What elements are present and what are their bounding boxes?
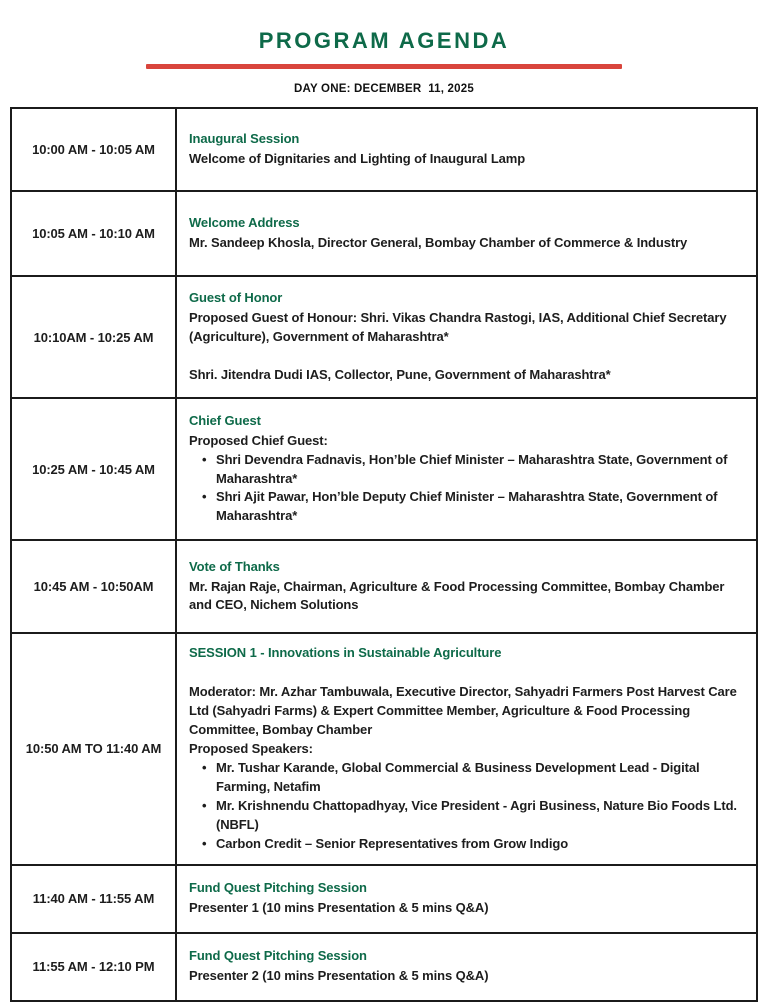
session-cell	[176, 276, 757, 398]
time-cell: 10:00 AM - 10:05 AM	[11, 108, 176, 191]
agenda-row	[11, 865, 757, 933]
speaker-item: • Shri Ajit Pawar, Hon’ble Deputy Chief Minister – Maharashtra State, Government of Maharashtra*	[202, 488, 748, 526]
session-text: Moderator: Mr. Azhar Tambuwala, Executive Director, Sahyadri Farmers Post Harvest Care Ltd (Sahyadri Farms) & Expert Committee Member, Agriculture & Food Processing Committee, Bombay Chamber	[189, 683, 737, 737]
time-cell: 11:55 AM - 12:10 PM	[11, 933, 176, 1001]
agenda-row	[11, 276, 757, 398]
time-cell: 10:05 AM - 10:10 AM	[11, 191, 176, 276]
session-text: Mr. Rajan Raje, Chairman, Agriculture & Food Processing Committee, Bombay Chamber and CEO, Nichem Solutions	[189, 578, 725, 613]
time-cell: 11:40 AM - 11:55 AM	[11, 865, 176, 933]
session-text: Proposed Speakers:	[189, 740, 313, 756]
time-cell: 10:25 AM - 10:45 AM	[11, 398, 176, 540]
page-title: PROGRAM AGENDA	[258, 28, 510, 53]
session-title: Guest of Honor	[189, 290, 283, 306]
session-text: Mr. Sandeep Khosla, Director General, Bombay Chamber of Commerce & Industry	[189, 235, 688, 250]
day-heading: DAY ONE: DECEMBER 11, 2025	[294, 83, 474, 95]
agenda-row	[11, 398, 757, 540]
session-title: Fund Quest Pitching Session	[189, 948, 367, 964]
agenda-table	[10, 107, 758, 1002]
session-text: Presenter 2 (10 mins Presentation & 5 mins Q&A)	[189, 968, 489, 984]
session-title: SESSION 1 - Innovations in Sustainable Agriculture	[189, 645, 502, 660]
session-title: Welcome Address	[189, 215, 300, 231]
session-cell	[176, 191, 757, 276]
session-text: Presenter 1 (10 mins Presentation & 5 mins Q&A)	[189, 900, 489, 916]
time-cell: 10:10AM - 10:25 AM	[11, 276, 176, 398]
speaker-list	[202, 759, 748, 854]
session-title: Inaugural Session	[189, 131, 300, 147]
session-text: Proposed Guest of Honour: Shri. Vikas Chandra Rastogi, IAS, Additional Chief Secretary (Agriculture), Government of Maharashtra*	[189, 310, 727, 344]
session-cell	[176, 865, 757, 933]
speaker-item: • Mr. Tushar Karande, Global Commercial & Business Development Lead - Digital Farming, Netafim	[202, 759, 748, 797]
agenda-row	[11, 191, 757, 276]
agenda-row	[11, 108, 757, 191]
session-cell	[176, 398, 757, 540]
session-text: Proposed Chief Guest:	[189, 432, 328, 448]
spacer	[189, 347, 748, 366]
agenda-row	[11, 540, 757, 633]
session-title: Fund Quest Pitching Session	[189, 880, 367, 896]
agenda-row	[11, 633, 757, 865]
speaker-item: • Mr. Krishnendu Chattopadhyay, Vice President - Agri Business, Nature Bio Foods Ltd. (NBFL)	[202, 797, 748, 835]
speaker-item: • Carbon Credit – Senior Representatives from Grow Indigo	[202, 835, 748, 854]
agenda-row	[11, 933, 757, 1001]
title-underline-rule	[146, 64, 622, 69]
speaker-item: • Shri Devendra Fadnavis, Hon’ble Chief Minister – Maharashtra State, Government of Maharashtra*	[202, 451, 748, 489]
session-title: Chief Guest	[189, 412, 261, 428]
agenda-table-body	[11, 108, 757, 1001]
session-text: Welcome of Dignitaries and Lighting of Inaugural Lamp	[189, 151, 526, 166]
time-cell: 10:45 AM - 10:50AM	[11, 540, 176, 633]
session-title: Vote of Thanks	[189, 558, 280, 574]
spacer	[189, 664, 748, 683]
session-cell	[176, 933, 757, 1001]
speaker-list	[202, 451, 748, 527]
session-cell	[176, 540, 757, 633]
session-cell	[176, 108, 757, 191]
time-cell: 10:50 AM TO 11:40 AM	[11, 633, 176, 865]
session-text: Shri. Jitendra Dudi IAS, Collector, Pune, Government of Maharashtra*	[189, 366, 611, 382]
session-cell	[176, 633, 757, 865]
